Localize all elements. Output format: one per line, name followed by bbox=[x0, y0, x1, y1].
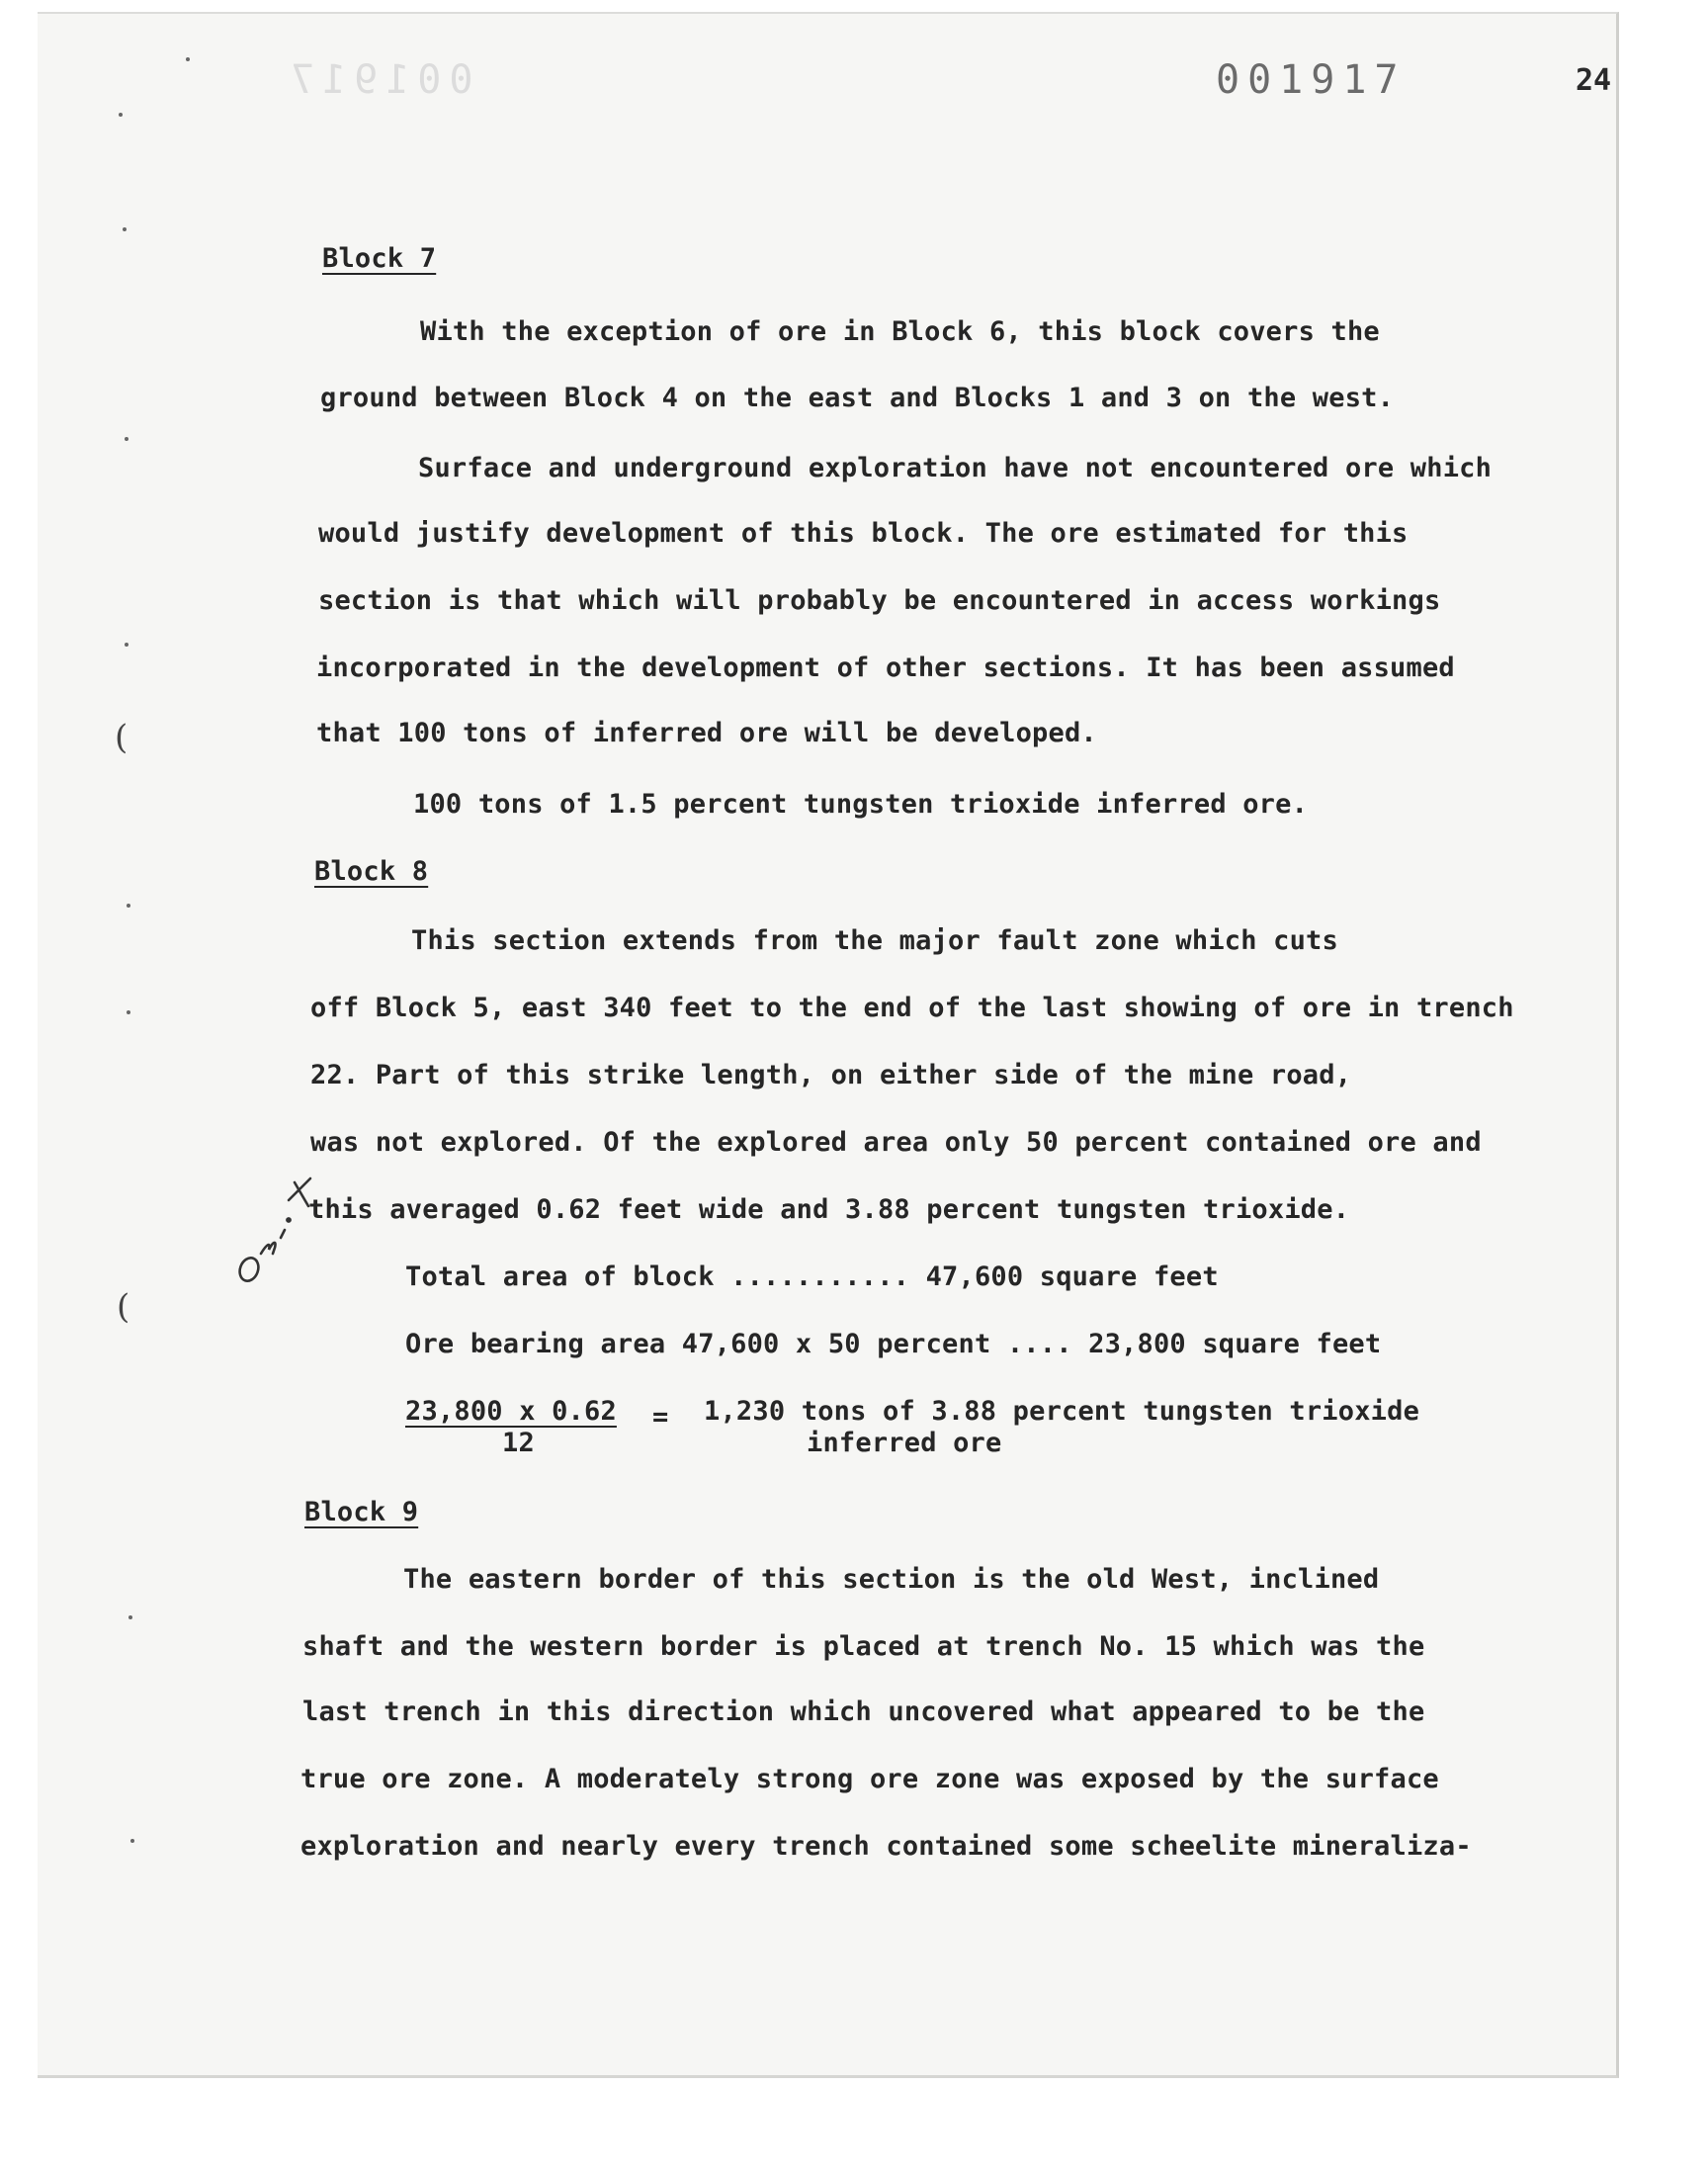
handwritten-omit-note bbox=[231, 1173, 340, 1291]
speck bbox=[186, 57, 190, 61]
block-9-line-2: shaft and the western border is placed at trench No. 15 which was the bbox=[302, 1631, 1425, 1662]
block-7-line-2: ground between Block 4 on the east and Blocks 1 and 3 on the west. bbox=[320, 383, 1395, 413]
speck bbox=[123, 227, 127, 231]
block-8-ore-area: Ore bearing area 47,600 x 50 percent .... 23,800 square feet bbox=[405, 1329, 1382, 1359]
speck bbox=[128, 1615, 132, 1619]
block-8-line-5: this averaged 0.62 feet wide and 3.88 percent tungsten trioxide. bbox=[308, 1194, 1350, 1225]
block-8-calc-result: 1,230 tons of 3.88 percent tungsten trioxide bbox=[704, 1396, 1420, 1427]
block-8-line-3: 22. Part of this strike length, on either side of the mine road, bbox=[310, 1060, 1352, 1090]
speck bbox=[127, 1010, 130, 1014]
block-7-summary: 100 tons of 1.5 percent tungsten trioxide inferred ore. bbox=[413, 789, 1309, 820]
block-7-line-3: Surface and underground exploration have not encountered ore which bbox=[418, 453, 1493, 483]
block-8-calc-equals: = bbox=[652, 1402, 669, 1433]
block-8-total-area: Total area of block ........... 47,600 square feet bbox=[405, 1262, 1219, 1292]
speck bbox=[125, 437, 128, 441]
block-7-line-1: With the exception of ore in Block 6, this block covers the bbox=[420, 316, 1380, 347]
block-7-heading: Block 7 bbox=[322, 243, 437, 274]
bleed-through-stamp: 001917 bbox=[283, 57, 473, 103]
block-9-line-3: last trench in this direction which uncovered what appeared to be the bbox=[302, 1696, 1425, 1727]
block-9-line-5: exploration and nearly every trench contained some scheelite mineraliza- bbox=[300, 1831, 1472, 1862]
block-9-line-1: The eastern border of this section is the old West, inclined bbox=[403, 1564, 1380, 1595]
margin-mark-upper: ( bbox=[115, 718, 128, 757]
block-8-calc-result-line-2: inferred ore bbox=[807, 1428, 1002, 1458]
speck bbox=[130, 1839, 134, 1843]
block-7-line-5: section is that which will probably be encountered in access workings bbox=[318, 585, 1441, 616]
block-8-line-2: off Block 5, east 340 feet to the end of the last showing of ore in trench bbox=[310, 993, 1514, 1023]
block-8-line-4: was not explored. Of the explored area only 50 percent contained ore and bbox=[310, 1127, 1482, 1158]
block-9-line-4: true ore zone. A moderately strong ore zone was exposed by the surface bbox=[300, 1764, 1439, 1794]
block-7-line-7: that 100 tons of inferred ore will be developed. bbox=[316, 718, 1097, 748]
block-9-heading: Block 9 bbox=[304, 1497, 419, 1527]
block-8-line-1: This section extends from the major fault zone which cuts bbox=[411, 925, 1338, 956]
speck bbox=[125, 643, 128, 647]
document-stamp-number: 001917 bbox=[1216, 57, 1407, 103]
page-number: 24 bbox=[1576, 63, 1612, 98]
block-8-calc-denominator: 12 bbox=[502, 1428, 535, 1458]
speck bbox=[119, 113, 123, 117]
document-page bbox=[38, 12, 1619, 2078]
block-8-heading: Block 8 bbox=[314, 856, 429, 887]
margin-mark-lower: ( bbox=[117, 1287, 130, 1327]
speck bbox=[127, 904, 130, 908]
block-7-line-4: would justify development of this block. The ore estimated for this bbox=[318, 518, 1409, 549]
block-7-line-6: incorporated in the development of other sections. It has been assumed bbox=[316, 652, 1455, 683]
block-8-calc-numerator: 23,800 x 0.62 bbox=[405, 1396, 617, 1427]
